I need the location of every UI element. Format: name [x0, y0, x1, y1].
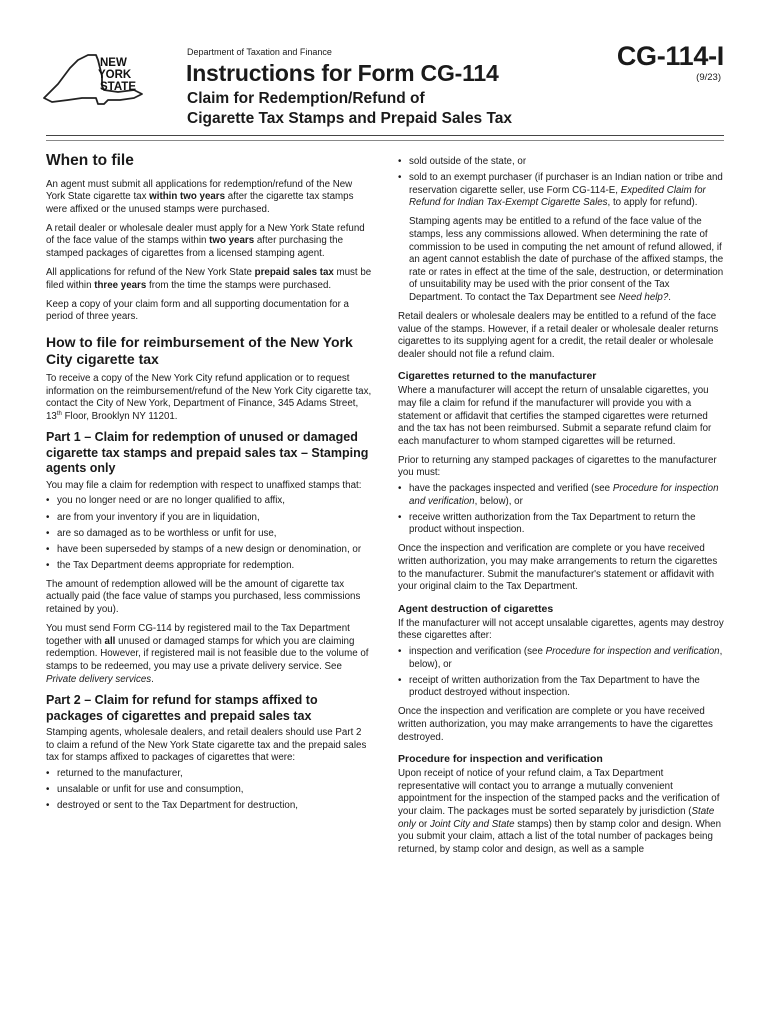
- bold-text: prepaid sales tax: [254, 267, 334, 279]
- header-divider: [46, 135, 724, 141]
- list-item: • are from your inventory if you are in liquidation,: [46, 512, 372, 525]
- paragraph: Where a manufacturer will accept the return of unsalable cigarettes, you may file a claim for refund if the manufacturer will provide you with a statement or affidavit that certifies the stamped cigarettes were returned and the tax has not been reimbursed. Submit a separate refund claim for each manufacturer to whom stamped cigarettes will be returned.: [398, 385, 712, 447]
- page-title: Instructions for Form CG-114: [186, 60, 499, 86]
- form-revision-date: (9/23): [696, 72, 721, 83]
- italic-text: State only: [398, 805, 715, 830]
- italic-text: Private delivery services: [46, 673, 152, 685]
- form-number: CG-114-I: [616, 41, 724, 71]
- agent-bullet-list: [398, 646, 724, 700]
- returned-bullet-list: [398, 483, 724, 537]
- paragraph: An agent must submit all applications for redemption/refund of the New York State cigarette tax within two years after the cigarette tax stamps were affixed or the unused stamps were purchased.: [46, 178, 354, 215]
- superscript: th: [56, 410, 62, 417]
- section-heading-when-to-file: When to file: [46, 152, 134, 169]
- paragraph: Stamping agents, wholesale dealers, and retail dealers should use Part 2 to claim a refund of the New York State cigarette tax and the prepaid sales tax for stamps affixed to packages of cigarettes that were:: [46, 727, 367, 764]
- bold-text: three years: [94, 279, 147, 291]
- subtitle-line-2: Cigarette Tax Stamps and Prepaid Sales Tax: [187, 110, 513, 127]
- list-item: • receive written authorization from the Tax Department to return the product without inspection.: [398, 512, 724, 537]
- italic-text: Procedure for inspection and verification: [409, 483, 719, 507]
- paragraph: Prior to returning any stamped packages of cigarettes to the manufacturer you must:: [398, 454, 717, 479]
- logo-word-2: YORK: [98, 69, 132, 81]
- section-heading-inspection-procedure: Procedure for inspection and verification: [398, 753, 603, 766]
- list-item: • returned to the manufacturer,: [46, 768, 372, 781]
- page-subtitle: [187, 89, 512, 129]
- list-item: • inspection and verification (see Procedure for inspection and verification, below), or: [398, 646, 724, 671]
- list-item: • receipt of written authorization from the Tax Department to have the product destroyed without inspection.: [398, 675, 724, 700]
- section-heading-part-1: Part 1 – Claim for redemption of unused or damaged cigarette tax stamps and prepaid sales tax – Stamping agents only: [46, 430, 369, 476]
- new-york-state-logo: [38, 46, 148, 110]
- paragraph: A retail dealer or wholesale dealer must apply for a New York State refund of the face value of the stamps within two years after purchasing the stamped packages of cigarettes from a licensed stamping agent.: [46, 222, 365, 259]
- logo-word-3: STATE: [100, 81, 136, 93]
- paragraph: You may file a claim for redemption with respect to unaffixed stamps that:: [46, 479, 362, 491]
- department-name: Department of Taxation and Finance: [187, 47, 332, 57]
- paragraph: You must send Form CG-114 by registered mail to the Tax Department together with all unused or damaged stamps for which you are claiming redemption. However, if registered mail is not feasible due to the volume of stamps to be redeemed, you may use a private delivery service. See Private delivery services.: [46, 623, 369, 685]
- section-heading-part-2: Part 2 – Claim for refund for stamps affixed to packages of cigarettes and prepaid sales tax: [46, 693, 318, 723]
- paragraph: Stamping agents may be entitled to a refund of the face value of the stamps, less any commissions allowed. When determining the rate of commission to be used in computing the net amount of refund allowed, if an agent cannot establish the date of purchase of the affixed stamps, the rate or rates in effect at the time of the sale, destruction, or determination of unsuitability may be used with the prior consent of the Tax Department. To contact the Tax Department see Need help?.: [409, 216, 724, 303]
- paragraph: The amount of redemption allowed will be the amount of cigarette tax actually paid (the face value of stamps you purchased, less commissions retained by you).: [46, 578, 361, 616]
- italic-text: Need help?: [618, 291, 669, 303]
- italic-text: Procedure for inspection and verification: [545, 646, 720, 657]
- logo-word-1: NEW: [100, 57, 127, 69]
- bold-text: two years: [209, 235, 255, 247]
- bold-text: within two years: [149, 191, 226, 203]
- italic-text: Joint City and State: [429, 818, 515, 830]
- list-item: • have the packages inspected and verified (see Procedure for inspection and verification, below), or: [398, 483, 724, 508]
- left-column: [46, 152, 372, 819]
- paragraph: If the manufacturer will not accept unsalable cigarettes, agents may destroy these cigarettes after:: [398, 617, 724, 642]
- part1-bullet-list: [46, 495, 372, 572]
- paragraph: Once the inspection and verification are complete or you have received written authorization, you may make arrangements to have the cigarettes destroyed.: [398, 706, 713, 743]
- paragraph: Keep a copy of your claim form and all supporting documentation for a period of three years.: [46, 298, 349, 323]
- paragraph: Once the inspection and verification are complete or you have received written authorization, you may make arrangements to return the cigarettes to the manufacturer. Submit the manufacturer's statement or affidavit with your original claim to the Tax Department.: [398, 543, 718, 593]
- section-heading-nyc-reimbursement: How to file for reimbursement of the New York City cigarette tax: [46, 333, 353, 367]
- list-item: • sold to an exempt purchaser (if purchaser is an Indian nation or tribe and reservation cigarette seller, use Form CG-114-E, Expedited Claim for Refund for Indian Tax-Exempt Cigarette Sales, to apply for refund).: [398, 172, 724, 210]
- continued-bullet-list: [398, 156, 724, 210]
- section-heading-agent-destruction: Agent destruction of cigarettes: [398, 602, 554, 615]
- paragraph: All applications for refund of the New York State prepaid sales tax must be filed within three years from the time the stamps were purchased.: [46, 267, 372, 291]
- right-column: [398, 156, 724, 863]
- paragraph: Upon receipt of notice of your refund claim, a Tax Department representative will contact you to arrange a mutually convenient appointment for the inspection of the stamped packs and the verification of your claim. The packages must be sorted separately by jurisdiction (State only or Joint City and State stamps) then by stamp color and design. When you submit your claim, attach a list of the total number of packages being returned, by stamp color and design, as well as a sample: [398, 768, 722, 855]
- section-heading-returned-to-manufacturer: Cigarettes returned to the manufacturer: [398, 370, 597, 383]
- list-item: • the Tax Department deems appropriate for redemption.: [46, 560, 372, 573]
- list-item: • unsalable or unfit for use and consumption,: [46, 784, 372, 797]
- paragraph: Retail dealers or wholesale dealers may be entitled to a refund of the face value of the stamps. However, if a retail dealer or wholesale dealer returns cigarettes to its supplying agent for a credit, the retail dealer or wholesale dealer should not file a refund claim.: [398, 311, 719, 360]
- part2-bullet-list: [46, 768, 372, 813]
- subtitle-line-1: Claim for Redemption/Refund of: [187, 90, 425, 107]
- list-item: • sold outside of the state, or: [398, 156, 724, 169]
- bold-text: all: [104, 635, 116, 647]
- list-item: • you no longer need or are no longer qualified to affix,: [46, 495, 372, 508]
- paragraph: To receive a copy of the New York City refund application or to request information on the reimbursement/refund of the New York City cigarette tax, contact the City of New York, Department of Finance, 345 Adams Street, 13th Floor, Brooklyn NY 11201.: [46, 372, 372, 422]
- list-item: • destroyed or sent to the Tax Department for destruction,: [46, 800, 372, 813]
- italic-text: Expedited Claim for Refund for Indian Tax-Exempt Cigarette Sales: [409, 184, 706, 209]
- list-item: • have been superseded by stamps of a new design or denomination, or: [46, 544, 372, 557]
- list-item: • are so damaged as to be worthless or unfit for use,: [46, 528, 372, 541]
